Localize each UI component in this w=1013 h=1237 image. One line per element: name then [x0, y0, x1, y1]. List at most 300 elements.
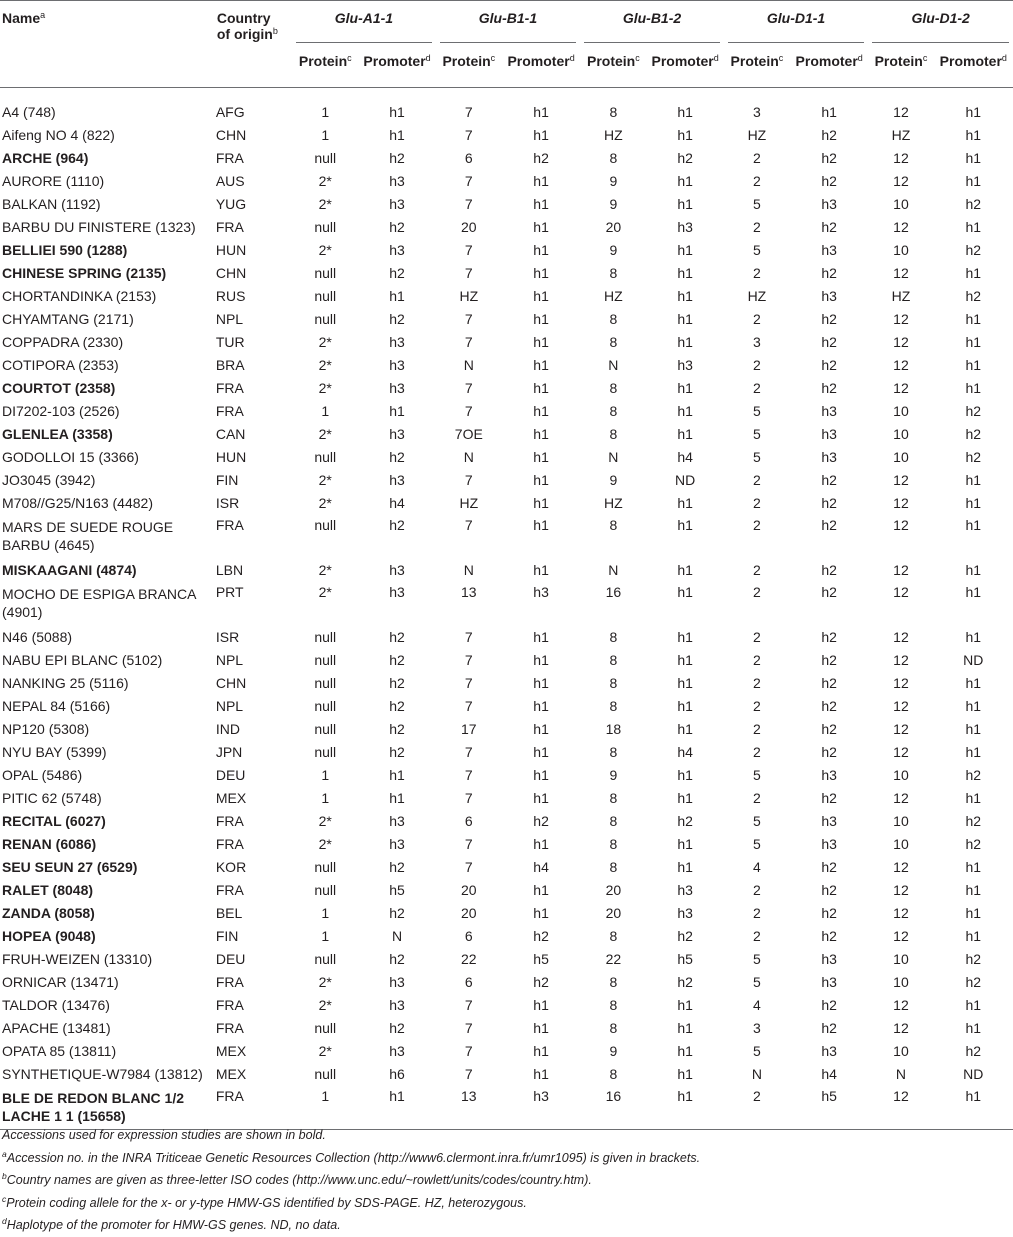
cell-protein: 8: [609, 333, 618, 350]
footnote-bold: Accessions used for expression studies are shown in bold.: [2, 1128, 326, 1142]
cell-promoter: h3: [821, 425, 837, 442]
cell-name: COURTOT (2358): [2, 379, 116, 396]
cell-protein: null: [314, 1065, 337, 1082]
cell-protein: N: [751, 1065, 762, 1082]
cell-promoter: h2: [965, 973, 982, 990]
cell-protein: 1: [321, 126, 330, 143]
cell-protein: 5: [753, 402, 761, 419]
table-row: [0, 399, 1013, 422]
cell-promoter: h3: [821, 448, 837, 465]
cell-protein: 8: [609, 973, 618, 990]
cell-promoter: h1: [677, 310, 693, 327]
table-row: [0, 717, 1013, 740]
cell-country: CHN: [215, 264, 247, 281]
cell-protein: 2: [753, 584, 761, 600]
cell-country: FRA: [215, 379, 244, 396]
spacer-cell: [0, 88, 1013, 101]
cell-promoter: h3: [389, 996, 405, 1013]
cell-protein: null: [314, 517, 337, 533]
cell-country: NPL: [215, 697, 244, 714]
cell-promoter: h1: [533, 561, 549, 578]
cell-protein: 8: [609, 1065, 618, 1082]
gene-label: Glu-D1-1: [766, 10, 826, 26]
cell-protein: 2*: [318, 835, 332, 852]
cell-protein: null: [314, 1019, 337, 1036]
cell-protein: null: [314, 218, 337, 235]
cell-protein: 12: [893, 720, 909, 737]
cell-promoter: h1: [965, 904, 982, 921]
cell-promoter: h2: [821, 172, 837, 189]
cell-promoter: h1: [965, 310, 982, 327]
cell-protein: null: [314, 697, 337, 714]
cell-promoter: h3: [389, 333, 405, 350]
cell-promoter: h4: [533, 858, 549, 875]
cell-country: YUG: [215, 195, 247, 212]
gene-label: Glu-B1-1: [478, 10, 538, 26]
cell-protein: 7: [464, 1042, 473, 1059]
cell-protein: 5: [753, 425, 761, 442]
cell-promoter: h2: [533, 149, 549, 166]
cell-protein: 10: [893, 973, 909, 990]
cell-name: DI7202-103 (2526): [2, 402, 120, 419]
cell-promoter: h3: [389, 584, 405, 600]
cell-name: NYU BAY (5399): [2, 743, 107, 760]
cell-promoter: h2: [677, 973, 693, 990]
cell-promoter: h5: [533, 950, 549, 967]
cell-promoter: h1: [646, 1085, 723, 1130]
cell-protein: 20: [461, 904, 477, 921]
cell-promoter: h1: [965, 126, 982, 143]
cell-protein: null: [314, 287, 337, 304]
cell-protein: 12: [893, 881, 909, 898]
spacer-row: [0, 88, 1013, 101]
cell-promoter: h1: [965, 628, 982, 645]
cell-protein: 4: [753, 996, 761, 1013]
cell-promoter: h1: [677, 172, 693, 189]
cell-promoter: h2: [389, 904, 405, 921]
cell-protein: 2*: [318, 996, 332, 1013]
cell-protein: 1: [321, 103, 330, 120]
cell-protein: 12: [893, 651, 909, 668]
cell-promoter: h2: [821, 628, 837, 645]
cell-promoter: h1: [358, 1085, 435, 1130]
cell-protein: 10: [893, 950, 909, 967]
cell-promoter: h2: [821, 858, 837, 875]
table-row: [0, 192, 1013, 215]
cell-protein: 2: [753, 904, 761, 921]
cell-promoter: h2: [821, 310, 837, 327]
protein-sup: c: [635, 53, 640, 63]
cell-promoter: h1: [533, 471, 549, 488]
cell-promoter: h1: [533, 789, 549, 806]
cell-country: JPN: [215, 743, 243, 760]
cell-country: FRA: [216, 1085, 292, 1130]
subcol-protein: [724, 43, 790, 88]
cell-promoter: h1: [677, 425, 693, 442]
cell-country: MEX: [215, 1042, 247, 1059]
cell-protein: null: [314, 881, 337, 898]
cell-protein: 8: [609, 425, 618, 442]
cell-promoter: h2: [965, 195, 982, 212]
cell-promoter: h2: [965, 241, 982, 258]
cell-protein: null: [314, 628, 337, 645]
cell-promoter: h2: [533, 812, 549, 829]
footnote-text: Accession no. in the INRA Triticeae Genetic Resources Collection (http://www6.clermont.inra.fr/umr1095) is given in brackets.: [6, 1150, 701, 1165]
col-country-label-2: of origin: [216, 26, 273, 42]
cell-promoter: h1: [533, 697, 549, 714]
cell-promoter: h2: [389, 1019, 405, 1036]
cell-protein: 8: [609, 697, 618, 714]
cell-protein: 12: [868, 1085, 933, 1130]
table-row: [0, 514, 1013, 558]
cell-country: FRA: [215, 517, 244, 533]
cell-country: FRA: [215, 812, 244, 829]
cell-promoter: ND: [963, 1065, 984, 1082]
cell-promoter: h5: [677, 950, 693, 967]
cell-protein: 2*: [318, 195, 332, 212]
cell-promoter: h1: [533, 674, 549, 691]
cell-protein: N: [608, 356, 619, 373]
cell-promoter: h2: [965, 287, 982, 304]
cell-promoter: h4: [389, 494, 405, 511]
cell-name: BELLIEI 590 (1288): [2, 241, 128, 258]
cell-country: LBN: [215, 561, 244, 578]
cell-promoter: h1: [965, 471, 982, 488]
cell-promoter: h2: [821, 264, 837, 281]
cell-protein: 7: [464, 517, 473, 533]
cell-promoter: h2: [821, 1019, 837, 1036]
cell-name: N46 (5088): [2, 628, 73, 645]
cell-protein: 2: [724, 1085, 790, 1130]
cell-name: COPPADRA (2330): [2, 333, 124, 350]
cell-protein: 2: [753, 172, 761, 189]
footnote-text: Protein coding allele for the x- or y-type HMW-GS identified by SDS-PAGE. HZ, heterozygous.: [6, 1195, 527, 1210]
cell-promoter: h3: [389, 379, 405, 396]
table-row: [0, 924, 1013, 947]
cell-promoter: h1: [677, 628, 693, 645]
table-row: [0, 1062, 1013, 1085]
cell-protein: 5: [753, 1042, 761, 1059]
cell-protein: HZ: [459, 494, 479, 511]
cell-name: MOCHO DE ESPIGA BRANCA (4901): [2, 586, 196, 620]
cell-name: FRUH-WEIZEN (13310): [2, 950, 153, 967]
cell-name: PITIC 62 (5748): [2, 789, 102, 806]
table-row: [0, 445, 1013, 468]
cell-protein: null: [314, 448, 337, 465]
cell-promoter: h3: [389, 425, 405, 442]
cell-protein: 1: [321, 927, 330, 944]
cell-name: MARS DE SUEDE ROUGE BARBU (4645): [2, 519, 174, 553]
cell-protein: 10: [893, 1042, 909, 1059]
cell-protein: null: [314, 720, 337, 737]
footnote-mark: b: [2, 1171, 7, 1181]
table-row: [0, 671, 1013, 694]
cell-protein: 22: [605, 950, 622, 967]
promoter-sup: d: [857, 53, 863, 63]
cell-promoter: h1: [965, 697, 982, 714]
cell-protein: 6: [464, 927, 473, 944]
cell-promoter: h2: [821, 789, 837, 806]
cell-country: MEX: [215, 1065, 247, 1082]
cell-promoter: h1: [533, 103, 549, 120]
table-row: [0, 468, 1013, 491]
cell-protein: 12: [893, 1019, 909, 1036]
cell-promoter: h1: [677, 264, 693, 281]
cell-promoter: h3: [389, 561, 405, 578]
cell-promoter: h2: [389, 448, 405, 465]
cell-name: RENAN (6086): [2, 835, 97, 852]
cell-promoter: h1: [533, 425, 549, 442]
cell-protein: 7: [464, 766, 473, 783]
cell-promoter: h2: [821, 126, 837, 143]
cell-promoter: h2: [677, 927, 693, 944]
cell-protein: null: [314, 858, 337, 875]
cell-promoter: h2: [389, 149, 405, 166]
cell-promoter: h1: [677, 996, 693, 1013]
cell-protein: 8: [609, 789, 618, 806]
cell-promoter: h2: [821, 697, 837, 714]
cell-promoter: h3: [821, 195, 837, 212]
cell-promoter: h2: [389, 517, 405, 533]
cell-protein: 12: [893, 356, 909, 373]
cell-protein: null: [314, 310, 337, 327]
cell-protein: HZ: [891, 126, 911, 143]
cell-promoter: h3: [821, 287, 837, 304]
cell-promoter: h1: [677, 379, 693, 396]
cell-protein: 12: [893, 927, 909, 944]
cell-promoter: h1: [965, 379, 982, 396]
cell-protein: N: [463, 561, 474, 578]
cell-country: ISR: [215, 628, 240, 645]
cell-promoter: h1: [677, 195, 693, 212]
cell-protein: N: [608, 561, 619, 578]
cell-protein: 8: [609, 103, 618, 120]
cell-protein: 5: [753, 448, 761, 465]
cell-protein: 7: [464, 697, 473, 714]
cell-protein: HZ: [747, 126, 767, 143]
header-row-genes: [0, 1, 1013, 44]
cell-promoter: h1: [677, 103, 693, 120]
table-row: [0, 694, 1013, 717]
cell-protein: 7: [464, 1019, 473, 1036]
cell-promoter: h2: [821, 720, 837, 737]
cell-protein: 8: [609, 651, 618, 668]
cell-promoter: h1: [533, 881, 549, 898]
table-row: [0, 763, 1013, 786]
cell-protein: 8: [609, 743, 618, 760]
table-row: [0, 993, 1013, 1016]
cell-country: FRA: [215, 402, 244, 419]
cell-promoter: h1: [965, 333, 982, 350]
cell-name: CHINESE SPRING (2135): [2, 264, 167, 281]
cell-protein: 2: [753, 471, 761, 488]
cell-protein: 7: [464, 379, 473, 396]
cell-country: CAN: [215, 425, 246, 442]
cell-promoter: h1: [533, 720, 549, 737]
cell-protein: 5: [753, 195, 761, 212]
cell-protein: 12: [893, 789, 909, 806]
cell-promoter: h2: [821, 471, 837, 488]
cell-country: CHN: [215, 126, 247, 143]
cell-promoter: h3: [821, 950, 837, 967]
cell-protein: null: [314, 149, 337, 166]
table-footnotes: [2, 1124, 1002, 1237]
cell-promoter: h1: [533, 241, 549, 258]
cell-promoter: h3: [389, 835, 405, 852]
cell-promoter: h2: [677, 812, 693, 829]
cell-protein: 1: [321, 904, 330, 921]
cell-protein: 10: [893, 402, 909, 419]
cell-promoter: N: [391, 927, 403, 944]
cell-promoter: h2: [821, 584, 837, 600]
cell-protein: 1: [321, 766, 330, 783]
cell-promoter: h1: [533, 218, 549, 235]
cell-promoter: h2: [389, 628, 405, 645]
cell-promoter: h1: [389, 126, 405, 143]
cell-protein: 7OE: [454, 425, 483, 442]
cell-promoter: h4: [821, 1065, 837, 1082]
cell-country: FIN: [215, 927, 239, 944]
cell-promoter: h2: [821, 674, 837, 691]
cell-protein: 9: [609, 172, 618, 189]
cell-protein: 8: [609, 379, 618, 396]
cell-country: DEU: [215, 950, 246, 967]
cell-promoter: h3: [677, 356, 693, 373]
cell-protein: 7: [464, 628, 473, 645]
cell-promoter: ND: [675, 471, 696, 488]
cell-promoter: h2: [389, 950, 405, 967]
promoter-label: Promoter: [939, 53, 1002, 69]
cell-promoter: h3: [389, 471, 405, 488]
cell-protein: 20: [605, 218, 622, 235]
footnote-d: [2, 1214, 1002, 1237]
cell-protein: 12: [893, 471, 909, 488]
gene-header: [868, 1, 1013, 44]
table-row: [0, 146, 1013, 169]
cell-protein: HZ: [459, 287, 479, 304]
cell-promoter: h1: [533, 264, 549, 281]
cell-protein: 8: [609, 927, 618, 944]
protein-label: Protein: [586, 53, 636, 69]
cell-promoter: h1: [677, 287, 693, 304]
cell-protein: 12: [893, 743, 909, 760]
cell-promoter: h2: [965, 835, 982, 852]
table-row: [0, 878, 1013, 901]
cell-promoter: h3: [821, 812, 837, 829]
cell-protein: 1: [292, 1085, 358, 1130]
cell-name: BALKAN (1192): [2, 195, 101, 212]
subcol-promoter: [934, 43, 1013, 88]
cell-protein: 6: [464, 149, 473, 166]
cell-protein: 10: [893, 835, 909, 852]
table-row: [0, 947, 1013, 970]
cell-promoter: h1: [965, 517, 982, 533]
cell-promoter: h2: [389, 720, 405, 737]
cell-promoter: h2: [389, 651, 405, 668]
cell-promoter: ND: [963, 651, 984, 668]
table-row: [0, 1016, 1013, 1039]
cell-protein: 12: [893, 172, 909, 189]
cell-promoter: h1: [533, 356, 549, 373]
cell-name: SEU SEUN 27 (6529): [2, 858, 138, 875]
cell-country: TUR: [215, 333, 245, 350]
cell-protein: 2: [753, 927, 761, 944]
cell-country: FRA: [215, 881, 244, 898]
cell-protein: 2*: [318, 425, 332, 442]
cell-protein: 12: [893, 628, 909, 645]
cell-country: IND: [215, 720, 240, 737]
cell-protein: 8: [609, 674, 618, 691]
cell-protein: 12: [893, 561, 909, 578]
cell-country: FRA: [215, 973, 244, 990]
cell-protein: 9: [609, 195, 618, 212]
table-row: [0, 422, 1013, 445]
cell-promoter: h2: [821, 651, 837, 668]
cell-protein: null: [314, 651, 337, 668]
cell-promoter: h1: [389, 789, 405, 806]
cell-protein: 7: [464, 996, 473, 1013]
table-header: [0, 1, 1013, 88]
cell-promoter: h1: [965, 103, 982, 120]
cell-promoter: h1: [677, 561, 693, 578]
col-name: [0, 1, 216, 44]
cell-country: AFG: [215, 103, 245, 120]
cell-promoter: h1: [965, 789, 982, 806]
table-row: [0, 648, 1013, 671]
subcol-protein: [580, 43, 646, 88]
cell-promoter: h3: [389, 195, 405, 212]
cell-protein: 8: [609, 149, 618, 166]
cell-promoter: h3: [502, 1085, 580, 1130]
cell-promoter: h1: [677, 1019, 693, 1036]
cell-promoter: h3: [389, 1042, 405, 1059]
cell-promoter: h3: [677, 881, 693, 898]
cell-promoter: h3: [821, 402, 837, 419]
table-row: [0, 100, 1013, 123]
cell-country: FRA: [215, 218, 244, 235]
cell-protein: 2: [753, 789, 761, 806]
subcol-promoter: [502, 43, 580, 88]
cell-protein: 17: [461, 720, 477, 737]
header-row-subcolumns: [0, 43, 1013, 88]
cell-protein: 2: [753, 379, 761, 396]
cell-promoter: h2: [965, 950, 982, 967]
cell-protein: 12: [893, 674, 909, 691]
cell-protein: 12: [893, 149, 909, 166]
cell-protein: 20: [605, 904, 622, 921]
cell-protein: 16: [580, 1085, 646, 1130]
cell-protein: N: [463, 448, 474, 465]
subcol-protein: [436, 43, 502, 88]
cell-protein: 9: [609, 471, 618, 488]
cell-name: Aifeng NO 4 (822): [2, 126, 115, 143]
cell-name: CHORTANDINKA (2153): [2, 287, 157, 304]
subcol-promoter: [790, 43, 868, 88]
cell-protein: 12: [893, 697, 909, 714]
cell-promoter: h1: [677, 333, 693, 350]
promoter-label: Promoter: [363, 53, 426, 69]
cell-promoter: h1: [965, 881, 982, 898]
protein-label: Protein: [298, 53, 348, 69]
cell-name: ORNICAR (13471): [2, 973, 119, 990]
cell-name: NEPAL 84 (5166): [2, 697, 111, 714]
cell-protein: 2: [753, 310, 761, 327]
cell-promoter: h1: [965, 561, 982, 578]
col-name-label: Name: [2, 10, 41, 26]
cell-promoter: h1: [533, 904, 549, 921]
table-row: [0, 169, 1013, 192]
cell-promoter: h1: [533, 402, 549, 419]
